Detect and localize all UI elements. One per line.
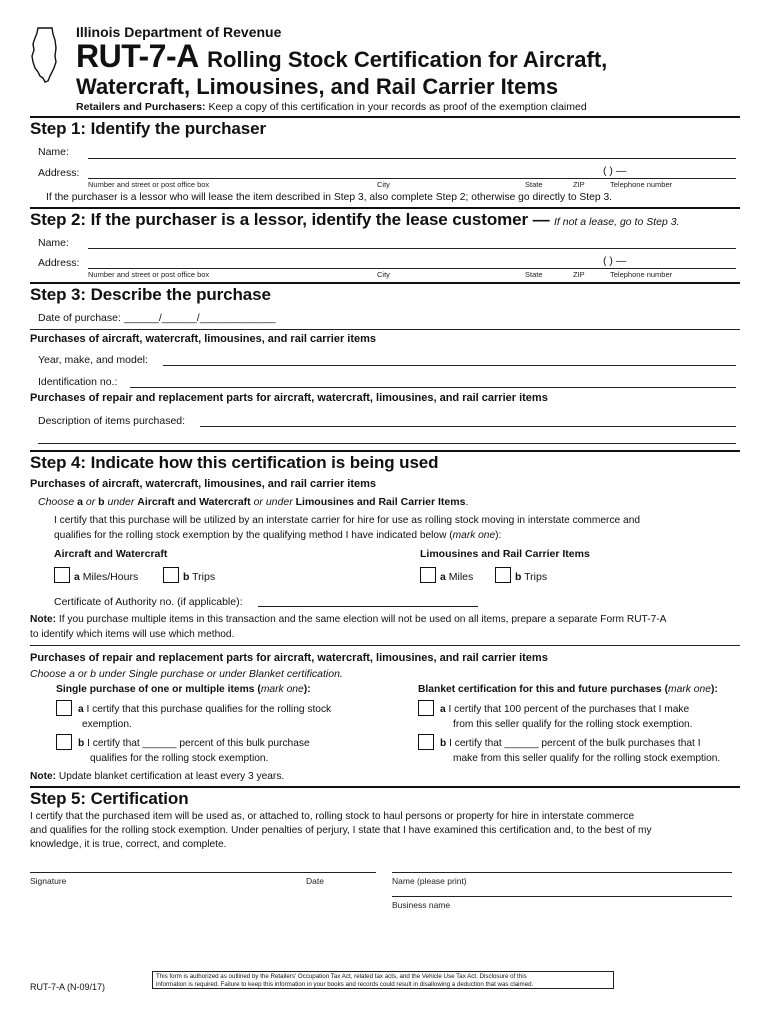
step2-name-label: Name:: [38, 237, 69, 249]
step1-name-label: Name:: [38, 146, 69, 158]
step4-note-line2: to identify which items will use which method.: [30, 629, 235, 640]
step4-choose1: [38, 496, 468, 508]
single-b-line1: [78, 737, 310, 752]
choose1-g: or under: [253, 496, 293, 508]
single-b-line2: qualifies for the rolling stock exemption.: [90, 753, 269, 764]
step2-sub-phone: Telephone number: [610, 270, 673, 279]
blanket-a-letter: a: [440, 704, 446, 715]
single-heading: [56, 684, 311, 695]
step5-heading: Step 5: Certification: [30, 789, 189, 808]
blanket-b-line2: make from this seller qualify for the rolling stock exemption.: [453, 753, 721, 764]
step1-name-field[interactable]: [88, 158, 736, 159]
step2-heading-row: [30, 210, 680, 230]
step4-sec1: Purchases of aircraft, watercraft, limousines, and rail carrier items: [30, 478, 377, 490]
blanket-heading-text: Blanket certification for this and future purchases (: [418, 684, 669, 695]
single-close: ):: [303, 684, 311, 695]
coa-label: Certificate of Authority no. (if applicable):: [54, 596, 243, 608]
step3-rule: [30, 450, 740, 452]
retailers-label: Retailers and Purchasers:: [76, 101, 206, 113]
single-b1-text: I certify that ______ percent of this bulk purchase: [87, 738, 310, 749]
step3-id-label: Identification no.:: [38, 376, 118, 388]
step1-sub-phone: Telephone number: [610, 180, 673, 189]
step4-choose2: Choose a or b under Single purchase or under Blanket certification.: [30, 668, 343, 680]
illinois-state-outline-icon: [30, 26, 58, 84]
blanket-a1-text: I certify that 100 percent of the purchases that I make: [448, 704, 690, 715]
choose1-a: Choose: [38, 496, 75, 508]
step4-note-text: If you purchase multiple items in this transaction and the same election will not be used on all items, prepare a separate Form RUT-7-A: [58, 614, 667, 625]
single-a-line1: [78, 703, 331, 718]
step2-rule: [30, 282, 740, 284]
aw-b-label: Trips: [192, 571, 216, 583]
choose1-d: b: [98, 496, 105, 508]
blanket-mark: mark one: [668, 684, 711, 695]
single-a-line2: exemption.: [82, 719, 132, 730]
single-a-letter: a: [78, 704, 84, 715]
step1-sub-city: City: [377, 180, 390, 189]
footer-form-code: RUT-7-A (N-09/17): [30, 982, 106, 992]
step4-certify-line1: I certify that this purchase will be utilized by an interstate carrier for hire for use as rolling stock moving in interstate commerce and: [54, 515, 641, 526]
step2-address-field[interactable]: [88, 268, 736, 269]
retailers-note: [76, 101, 587, 113]
step1-phone-format: ( ) —: [603, 165, 627, 177]
limo-heading: Limousines and Rail Carrier Items: [420, 548, 590, 560]
choose1-f: Aircraft and Watercraft: [137, 496, 251, 508]
limo-b-letter: b: [515, 571, 522, 583]
limo-trips-option: [515, 571, 547, 583]
form-title-line2: Watercraft, Limousines, and Rail Carrier Items: [76, 74, 559, 99]
step2-sub-state: State: [525, 270, 543, 279]
aw-miles-hours-option: [74, 571, 138, 583]
blanket-a-line1: [440, 703, 689, 718]
update-note: [30, 770, 284, 785]
single-a-checkbox[interactable]: [56, 700, 72, 716]
choose1-e: under: [107, 496, 135, 508]
step4-note-line1: [30, 613, 666, 628]
blanket-heading: [418, 684, 718, 695]
form-title-line1: Rolling Stock Certification for Aircraft,: [207, 47, 608, 72]
update-text: Update blanket certification at least every 3 years.: [58, 771, 285, 782]
header-rule: [30, 116, 740, 118]
certify-line2-a: qualifies for the rolling stock exemption by the qualifying method I have indicated below (: [54, 530, 453, 541]
step2-sub-street: Number and street or post office box: [88, 270, 210, 279]
coa-field[interactable]: [258, 606, 478, 607]
aw-a-letter: a: [74, 571, 80, 583]
certify-line2-b: mark one: [452, 530, 496, 541]
aw-trips-checkbox[interactable]: [163, 567, 179, 583]
aw-b-letter: b: [183, 571, 190, 583]
step3-sec2: Purchases of repair and replacement parts for aircraft, watercraft, limousines, and rail carrier items: [30, 392, 548, 404]
step1-rule: [30, 207, 740, 209]
step4-rule: [30, 786, 740, 788]
limo-a-letter: a: [440, 571, 446, 583]
update-label: Note:: [30, 771, 57, 782]
step2-heading: Step 2: If the purchaser is a lessor, identify the lease customer —: [30, 210, 550, 229]
step2-sub-city: City: [377, 270, 390, 279]
step2-name-field[interactable]: [88, 248, 736, 249]
agency-name: Illinois Department of Revenue: [76, 24, 282, 40]
step5-line2: and qualifies for the rolling stock exemption. Under penalties of perjury, I state that I have examined this certification and, to the best of my: [30, 825, 652, 836]
single-heading-text: Single purchase of one or multiple items (: [56, 684, 261, 695]
limo-b-label: Trips: [524, 571, 548, 583]
blanket-b1-text: I certify that ______ percent of the bulk purchases that I: [449, 738, 701, 749]
step1-sub-zip: ZIP: [573, 180, 585, 189]
business-field[interactable]: [392, 896, 732, 897]
step3-desc-label: Description of items purchased:: [38, 415, 186, 427]
single-b-checkbox[interactable]: [56, 734, 72, 750]
choose1-h: Limousines and Rail Carrier Items: [295, 496, 466, 508]
step4-certify-line2: [54, 529, 501, 544]
step2-phone-format: ( ) —: [603, 255, 627, 267]
choose1-i: .: [465, 496, 469, 508]
blanket-b-letter: b: [440, 738, 447, 749]
choose1-c: or: [85, 496, 96, 508]
footer-legal-box: [152, 971, 614, 989]
step2-address-label: Address:: [38, 257, 80, 269]
form-id: RUT-7-A: [76, 38, 199, 74]
limo-trips-checkbox[interactable]: [495, 567, 511, 583]
name-print-field[interactable]: [392, 872, 732, 873]
step1-address-field[interactable]: [88, 178, 736, 179]
single-a1-text: I certify that this purchase qualifies for the rolling stock: [86, 704, 332, 715]
step4-note-label: Note:: [30, 614, 57, 625]
step2-heading-note: If not a lease, go to Step 3.: [554, 216, 680, 228]
footer-legal-line1: This form is authorized as outlined by the Retailers' Occupation Tax Act, related tax acts, and the Vehicle Use Tax Act. Disclosure of this: [156, 973, 527, 980]
aw-trips-option: [183, 571, 215, 583]
aw-miles-hours-checkbox[interactable]: [54, 567, 70, 583]
business-label: Business name: [392, 900, 451, 910]
signature-field[interactable]: [30, 872, 376, 873]
signature-label: Signature: [30, 876, 67, 886]
blanket-b-line1: [440, 737, 701, 752]
form-title: [76, 38, 607, 75]
blanket-b-checkbox[interactable]: [418, 734, 434, 750]
step3-desc-field-2[interactable]: [38, 443, 736, 444]
step4-rule-thin: [30, 645, 740, 646]
retailers-text: Keep a copy of this certification in your records as proof of the exemption claimed: [208, 101, 587, 113]
name-print-label: Name (please print): [392, 876, 467, 886]
step1-address-label: Address:: [38, 167, 80, 179]
step2-sub-zip: ZIP: [573, 270, 585, 279]
blanket-a-line2: from this seller qualify for the rolling stock exemption.: [453, 719, 693, 730]
step4-heading: Step 4: Indicate how this certification is being used: [30, 453, 439, 472]
step3-date-field[interactable]: ______/______/_____________: [123, 312, 276, 324]
choose1-b: a: [77, 496, 83, 508]
step3-rule-thin: [30, 329, 740, 330]
step3-sec1: Purchases of aircraft, watercraft, limousines, and rail carrier items: [30, 333, 377, 345]
step3-id-field[interactable]: [130, 387, 736, 388]
step3-year-label: Year, make, and model:: [38, 354, 148, 366]
blanket-close: ):: [710, 684, 718, 695]
limo-miles-checkbox[interactable]: [420, 567, 436, 583]
certify-line2-c: ):: [495, 530, 502, 541]
aircraft-heading: Aircraft and Watercraft: [54, 548, 168, 560]
step5-line3: knowledge, it is true, correct, and complete.: [30, 839, 227, 850]
step3-date-row: [38, 312, 276, 324]
blanket-a-checkbox[interactable]: [418, 700, 434, 716]
step3-year-field[interactable]: [163, 365, 736, 366]
step3-heading: Step 3: Describe the purchase: [30, 285, 271, 304]
step1-heading: Step 1: Identify the purchaser: [30, 119, 266, 138]
step1-sub-state: State: [525, 180, 543, 189]
step3-date-label: Date of purchase:: [38, 312, 121, 324]
aw-a-label: Miles/Hours: [82, 571, 139, 583]
footer-legal-line2: information is required. Failure to keep this information in your books and records could result in disallowing a deduction that was claimed.: [156, 980, 534, 988]
step1-note: If the purchaser is a lessor who will lease the item described in Step 3, also complete Step 2; otherwise go directly to Step 3.: [46, 192, 613, 203]
limo-a-label: Miles: [448, 571, 474, 583]
step4-sec2: Purchases of repair and replacement parts for aircraft, watercraft, limousines, and rail carrier items: [30, 652, 548, 664]
single-mark: mark one: [260, 684, 304, 695]
single-b-letter: b: [78, 738, 85, 749]
date-label: Date: [306, 876, 324, 886]
step5-line1: I certify that the purchased item will be used as, or attached to, rolling stock to haul persons or property for hire in interstate commerce: [30, 811, 635, 822]
step1-sub-street: Number and street or post office box: [88, 180, 210, 189]
step3-desc-field[interactable]: [200, 426, 736, 427]
limo-miles-option: [440, 571, 473, 583]
